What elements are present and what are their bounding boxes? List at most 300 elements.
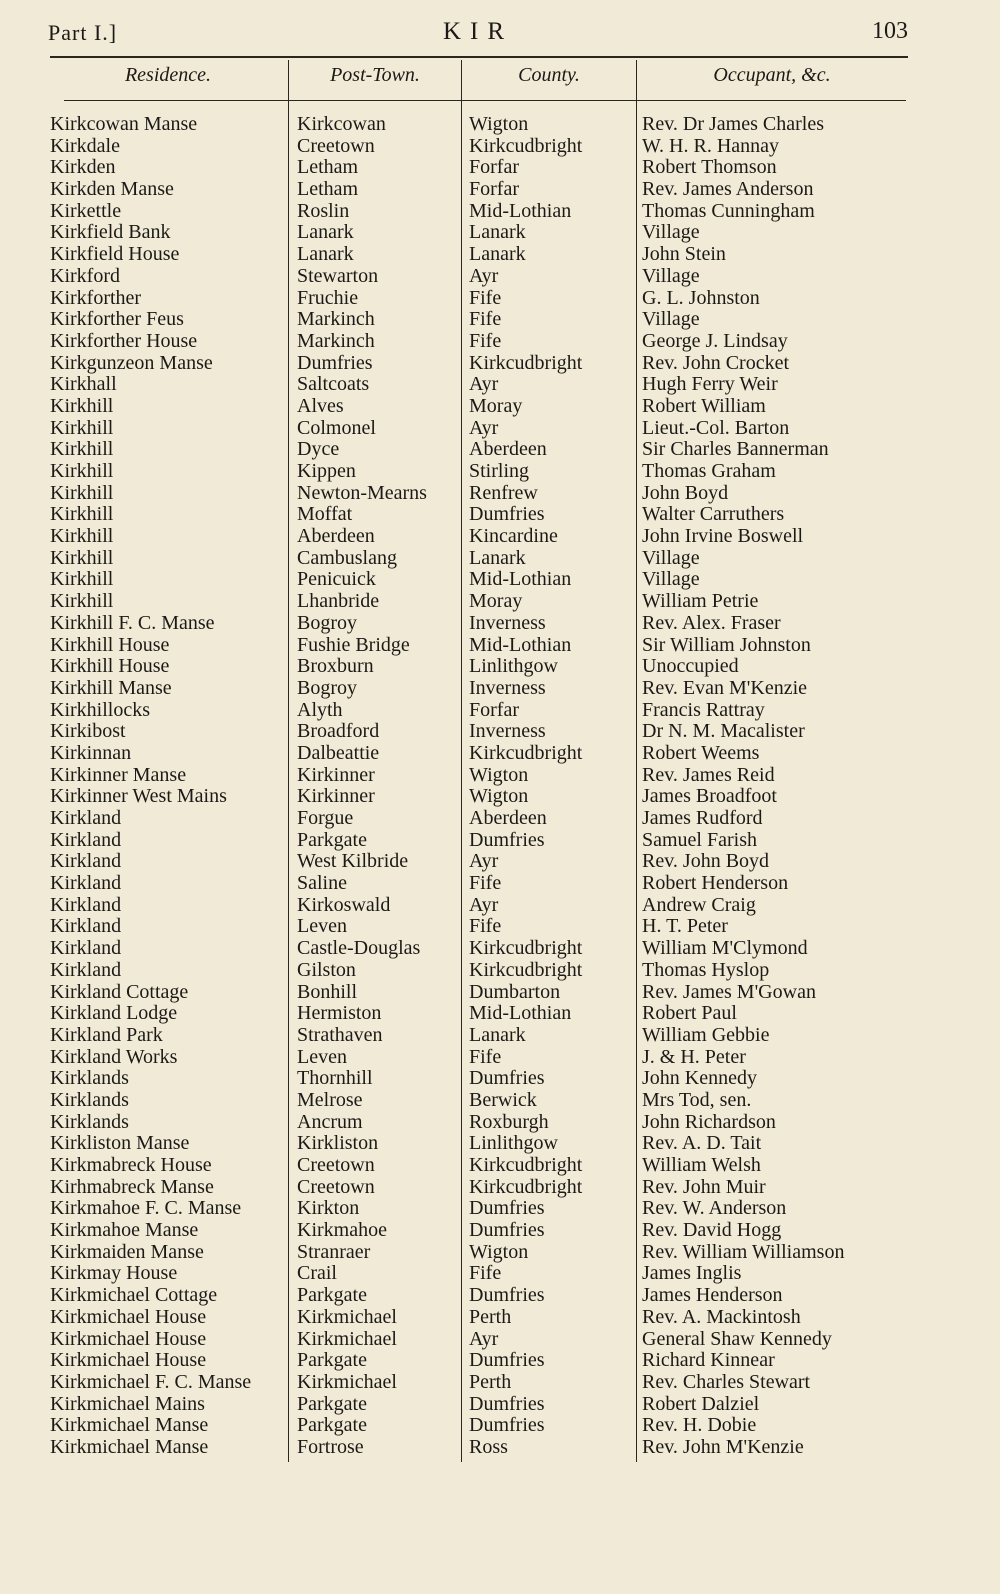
table-row (0, 114, 984, 136)
county-cell: Fife (469, 872, 502, 895)
post-town-cell: Parkgate (297, 1392, 367, 1415)
county-cell: Dumfries (469, 1197, 545, 1220)
post-town-cell: Parkgate (297, 1414, 367, 1437)
residence-cell: Kirhmabreck Manse (50, 1175, 214, 1198)
residence-cell: Kirkmichael Mains (50, 1392, 205, 1415)
occupant-cell: Village (642, 568, 700, 591)
occupant-cell: Unoccupied (642, 655, 739, 678)
occupant-cell: Sir Charles Bannerman (642, 438, 829, 461)
occupant-cell: Walter Carruthers (642, 503, 785, 526)
county-cell: Forfar (469, 178, 519, 201)
table-row (0, 1263, 984, 1285)
occupant-cell: Samuel Farish (642, 828, 757, 851)
table-row (0, 851, 984, 873)
occupant-cell: Robert Weems (642, 741, 760, 764)
table-row (0, 266, 984, 288)
county-cell: Dumfries (469, 1219, 545, 1242)
residence-cell: Kirkinnan (50, 741, 132, 764)
table-row (0, 721, 984, 743)
table-row (0, 201, 984, 223)
table-row (0, 613, 984, 635)
table-row (0, 938, 984, 960)
post-town-cell: Parkgate (297, 1349, 367, 1372)
post-town-cell: Kirkinner (297, 763, 375, 786)
residence-cell: Kirkden (50, 156, 116, 179)
table-row (0, 288, 984, 310)
county-cell: Wigton (469, 113, 529, 135)
residence-cell: Kirkdale (50, 134, 120, 157)
residence-cell: Kirkmichael House (50, 1327, 207, 1350)
county-cell: Renfrew (469, 481, 538, 504)
residence-cell: Kirkland (50, 915, 122, 938)
column-header-residence: Residence. (124, 64, 212, 86)
post-town-cell: Fruchie (297, 286, 359, 309)
residence-cell: Kirkhill (50, 438, 114, 461)
county-cell: Kincardine (469, 525, 558, 548)
county-cell: Ayr (469, 850, 499, 873)
post-town-cell: Aberdeen (297, 525, 375, 548)
occupant-cell: Rev. John Crocket (642, 351, 790, 374)
county-cell: Mid-Lothian (469, 568, 572, 591)
county-cell: Mid-Lothian (469, 1002, 572, 1025)
table-row (0, 1242, 984, 1264)
table-row (0, 222, 984, 244)
residence-cell: Kirkliston Manse (50, 1132, 190, 1155)
county-cell: Inverness (469, 720, 546, 743)
county-cell: Stirling (469, 460, 530, 482)
county-cell: Kirkcudbright (469, 134, 583, 157)
table-row (0, 960, 984, 982)
residence-cell: Kirkhill House (50, 633, 170, 656)
county-cell: Forfar (469, 156, 519, 179)
post-town-cell: Dyce (297, 438, 340, 461)
residence-cell: Kirkland (50, 872, 122, 895)
post-town-cell: Stewarton (297, 264, 379, 287)
occupant-cell: John Irvine Boswell (642, 525, 804, 548)
county-cell: Forfar (469, 698, 519, 721)
occupant-cell: William Petrie (642, 590, 759, 613)
county-cell: Wigton (469, 1240, 529, 1263)
county-cell: Inverness (469, 676, 546, 699)
occupant-cell: Lieut.-Col. Barton (642, 416, 790, 439)
county-cell: Berwick (469, 1088, 537, 1111)
occupant-cell: Francis Rattray (642, 698, 765, 721)
county-cell: Ayr (469, 893, 499, 916)
column-header-occupant: Occupant, &c. (713, 64, 831, 86)
residence-cell: Kirkland (50, 937, 122, 960)
table-row (0, 678, 984, 700)
residence-cell: Kirkfield Bank (50, 221, 171, 244)
occupant-cell: Rev. H. Dobie (642, 1414, 757, 1437)
county-cell: Fife (469, 1045, 502, 1068)
residence-cell: Kirkland Cottage (50, 980, 189, 1003)
occupant-cell: Rev. Dr James Charles (642, 113, 824, 135)
residence-cell: Kirkland Lodge (50, 1002, 178, 1025)
occupant-cell: Dr N. M. Macalister (642, 720, 805, 743)
occupant-cell: Thomas Graham (642, 460, 776, 482)
residence-cell: Kirkhill F. C. Manse (50, 611, 215, 634)
post-town-cell: Lanark (297, 221, 354, 244)
residence-cell: Kirkhill (50, 546, 114, 569)
post-town-cell: Fortrose (297, 1435, 364, 1458)
occupant-cell: William Gebbie (642, 1023, 770, 1046)
residence-cell: Kirkmichael House (50, 1349, 207, 1372)
table-row (0, 1090, 984, 1112)
post-town-cell: Colmonel (297, 416, 376, 439)
top-rule (50, 56, 908, 58)
residence-cell: Kirkmahoe Manse (50, 1219, 199, 1242)
post-town-cell: Kirkton (297, 1197, 360, 1220)
table-row (0, 461, 984, 483)
table-row (0, 504, 984, 526)
occupant-cell: Rev. W. Anderson (642, 1197, 787, 1220)
occupant-cell: John Stein (642, 243, 726, 266)
occupant-cell: Rev. David Hogg (642, 1219, 782, 1242)
occupant-cell: James Henderson (642, 1284, 783, 1307)
residence-cell: Kirkforther House (50, 329, 198, 352)
county-cell: Ayr (469, 373, 499, 396)
residence-cell: Kirkland Park (50, 1023, 163, 1046)
table-row (0, 700, 984, 722)
residence-cell: Kirkmichael Manse (50, 1435, 209, 1458)
post-town-cell: Melrose (297, 1088, 363, 1111)
county-cell: Dumfries (469, 1284, 545, 1307)
residence-cell: Kirkgunzeon Manse (50, 351, 213, 374)
table-row (0, 374, 984, 396)
occupant-cell: Village (642, 264, 700, 287)
residence-cell: Kirkhill (50, 525, 114, 548)
page-number: 103 (872, 18, 908, 44)
table-row (0, 309, 984, 331)
post-town-cell: Strathaven (297, 1023, 383, 1046)
county-cell: Ayr (469, 416, 499, 439)
occupant-cell: Thomas Hyslop (642, 958, 770, 981)
occupant-cell: James Inglis (642, 1262, 742, 1285)
table-row (0, 635, 984, 657)
residence-cell: Kirkmay House (50, 1262, 178, 1285)
residence-cell: Kirkcowan Manse (50, 113, 198, 135)
post-town-cell: Saline (297, 872, 347, 895)
residence-cell: Kirkhill House (50, 655, 170, 678)
table-row (0, 396, 984, 418)
occupant-cell: General Shaw Kennedy (642, 1327, 832, 1350)
occupant-cell: Rev. James Reid (642, 763, 775, 786)
post-town-cell: Ancrum (297, 1110, 363, 1133)
county-cell: Kirkcudbright (469, 937, 583, 960)
post-town-cell: Cambuslang (297, 546, 397, 569)
residence-cell: Kirkland Works (50, 1045, 178, 1068)
residence-cell: Kirkhillocks (50, 698, 150, 721)
post-town-cell: Stranraer (297, 1240, 371, 1263)
running-head: KIR (442, 18, 514, 45)
residence-cell: Kirkhill (50, 416, 114, 439)
county-cell: Ayr (469, 264, 499, 287)
occupant-cell: John Richardson (642, 1110, 776, 1133)
residence-cell: Kirkland (50, 958, 122, 981)
table-row (0, 1155, 984, 1177)
occupant-cell: Rev. Alex. Fraser (642, 611, 781, 634)
table-row (0, 548, 984, 570)
post-town-cell: Creetown (297, 1175, 375, 1198)
post-town-cell: Dumfries (297, 351, 373, 374)
county-cell: Roxburgh (469, 1110, 549, 1133)
county-cell: Lanark (469, 221, 526, 244)
table-row (0, 1047, 984, 1069)
occupant-cell: G. L. Johnston (642, 286, 760, 309)
table-row (0, 244, 984, 266)
post-town-cell: Creetown (297, 134, 375, 157)
county-cell: Perth (469, 1305, 512, 1328)
table-row (0, 1372, 984, 1394)
table-row (0, 1329, 984, 1351)
post-town-cell: Broxburn (297, 655, 374, 678)
table-row (0, 157, 984, 179)
county-cell: Dumfries (469, 1392, 545, 1415)
county-cell: Moray (469, 590, 523, 613)
county-cell: Moray (469, 394, 523, 417)
county-cell: Wigton (469, 785, 529, 808)
county-cell: Dumfries (469, 1349, 545, 1372)
post-town-cell: Dalbeattie (297, 741, 380, 764)
occupant-cell: John Kennedy (642, 1067, 757, 1090)
post-town-cell: Newton-Mearns (297, 481, 427, 504)
post-town-cell: Letham (297, 156, 359, 179)
occupant-cell: William Welsh (642, 1154, 761, 1176)
occupant-cell: Rev. John Muir (642, 1175, 766, 1198)
table-row (0, 1025, 984, 1047)
part-label: Part I.] (48, 20, 118, 45)
table-row (0, 418, 984, 440)
occupant-cell: William M'Clymond (642, 937, 808, 960)
post-town-cell: Kirkmichael (297, 1327, 397, 1350)
county-cell: Ayr (469, 1327, 499, 1350)
county-cell: Dumfries (469, 1067, 545, 1090)
table-row (0, 1350, 984, 1372)
county-cell: Kirkcudbright (469, 1154, 583, 1176)
table-row (0, 1198, 984, 1220)
residence-cell: Kirkland (50, 850, 122, 873)
residence-cell: Kirklands (50, 1088, 129, 1111)
post-town-cell: Markinch (297, 329, 375, 352)
directory-table (0, 114, 984, 1459)
post-town-cell: Kirkinner (297, 785, 375, 808)
residence-cell: Kirkmabreck House (50, 1154, 212, 1176)
county-cell: Lanark (469, 546, 526, 569)
occupant-cell: Rev. A. D. Tait (642, 1132, 762, 1155)
occupant-cell: Village (642, 308, 700, 331)
table-row (0, 569, 984, 591)
residence-cell: Kirklands (50, 1067, 129, 1090)
residence-cell: Kirkhall (50, 373, 117, 396)
occupant-cell: James Broadfoot (642, 785, 777, 808)
post-town-cell: Kippen (297, 460, 356, 482)
occupant-cell: Rev. James Anderson (642, 178, 814, 201)
residence-cell: Kirkmichael F. C. Manse (50, 1370, 252, 1393)
table-row (0, 830, 984, 852)
occupant-cell: Mrs Tod, sen. (642, 1088, 752, 1111)
residence-cell: Kirkforther (50, 286, 142, 309)
county-cell: Ross (469, 1435, 508, 1458)
table-row (0, 1394, 984, 1416)
post-town-cell: Kirkmichael (297, 1305, 397, 1328)
residence-cell: Kirkinner Manse (50, 763, 187, 786)
table-row (0, 656, 984, 678)
table-row (0, 1003, 984, 1025)
post-town-cell: Leven (297, 1045, 347, 1068)
occupant-cell: Robert Thomson (642, 156, 777, 179)
county-cell: Mid-Lothian (469, 633, 572, 656)
post-town-cell: Leven (297, 915, 347, 938)
residence-cell: Kirkmahoe F. C. Manse (50, 1197, 242, 1220)
post-town-cell: Markinch (297, 308, 375, 331)
county-cell: Mid-Lothian (469, 199, 572, 222)
column-header-county: County. (518, 64, 580, 86)
occupant-cell: Rev. A. Mackintosh (642, 1305, 801, 1328)
county-cell: Wigton (469, 763, 529, 786)
residence-cell: Kirkhill (50, 590, 114, 613)
county-cell: Kirkcudbright (469, 958, 583, 981)
occupant-cell: James Rudford (642, 807, 763, 829)
residence-cell: Kirkettle (50, 199, 122, 222)
county-cell: Fife (469, 286, 502, 309)
post-town-cell: Kirkmahoe (297, 1219, 387, 1242)
post-town-cell: Moffat (297, 503, 353, 526)
county-cell: Fife (469, 1262, 502, 1285)
occupant-cell: H. T. Peter (642, 915, 728, 938)
table-row (0, 743, 984, 765)
table-row (0, 765, 984, 787)
table-row (0, 808, 984, 830)
post-town-cell: Alyth (297, 698, 343, 721)
post-town-cell: Creetown (297, 1154, 375, 1176)
county-cell: Aberdeen (469, 807, 547, 829)
residence-cell: Kirkmichael Cottage (50, 1284, 218, 1307)
table-row (0, 483, 984, 505)
table-row (0, 1177, 984, 1199)
post-town-cell: Kirkcowan (297, 113, 386, 135)
occupant-cell: Rev. William Williamson (642, 1240, 845, 1263)
table-row (0, 1307, 984, 1329)
post-town-cell: Bogroy (297, 611, 357, 634)
county-cell: Lanark (469, 243, 526, 266)
occupant-cell: Village (642, 546, 700, 569)
column-header-post-town: Post-Town. (330, 64, 420, 86)
residence-cell: Kirkhill (50, 460, 114, 482)
residence-cell: Kirkhill (50, 481, 114, 504)
post-town-cell: Castle-Douglas (297, 937, 421, 960)
county-cell: Aberdeen (469, 438, 547, 461)
table-row (0, 1133, 984, 1155)
county-cell: Dumbarton (469, 980, 561, 1003)
occupant-cell: Richard Kinnear (642, 1349, 775, 1372)
county-cell: Fife (469, 915, 502, 938)
post-town-cell: Lanark (297, 243, 354, 266)
post-town-cell: Forgue (297, 807, 354, 829)
residence-cell: Kirkland (50, 893, 122, 916)
occupant-cell: Robert William (642, 394, 766, 417)
occupant-cell: Rev. Charles Stewart (642, 1370, 811, 1393)
residence-cell: Kirkibost (50, 720, 126, 743)
occupant-cell: George J. Lindsay (642, 329, 788, 352)
post-town-cell: Hermiston (297, 1002, 382, 1025)
post-town-cell: Letham (297, 178, 359, 201)
table-row (0, 1437, 984, 1459)
header-rule (64, 100, 906, 101)
residence-cell: Kirkford (50, 264, 120, 287)
table-row (0, 786, 984, 808)
residence-cell: Kirkfield House (50, 243, 180, 266)
occupant-cell: Robert Paul (642, 1002, 737, 1025)
post-town-cell: Fushie Bridge (297, 633, 410, 656)
residence-cell: Kirkinner West Mains (50, 785, 227, 808)
county-cell: Perth (469, 1370, 512, 1393)
county-cell: Linlithgow (469, 655, 558, 678)
county-cell: Inverness (469, 611, 546, 634)
county-cell: Kirkcudbright (469, 741, 583, 764)
residence-cell: Kirkhill (50, 568, 114, 591)
post-town-cell: Bogroy (297, 676, 357, 699)
residence-cell: Kirkforther Feus (50, 308, 184, 331)
post-town-cell: Crail (297, 1262, 337, 1285)
residence-cell: Kirkmichael Manse (50, 1414, 209, 1437)
occupant-cell: Rev. John Boyd (642, 850, 770, 873)
occupant-cell: Hugh Ferry Weir (642, 373, 778, 396)
county-cell: Fife (469, 308, 502, 331)
post-town-cell: Broadford (297, 720, 380, 743)
post-town-cell: Saltcoats (297, 373, 370, 396)
residence-cell: Kirkland (50, 828, 122, 851)
occupant-cell: Village (642, 221, 700, 244)
table-row (0, 439, 984, 461)
table-row (0, 1068, 984, 1090)
residence-cell: Kirkden Manse (50, 178, 174, 201)
occupant-cell: W. H. R. Hannay (642, 134, 780, 157)
county-cell: Kirkcudbright (469, 351, 583, 374)
table-row (0, 179, 984, 201)
county-cell: Kirkcudbright (469, 1175, 583, 1198)
post-town-cell: Kirkmichael (297, 1370, 397, 1393)
county-cell: Lanark (469, 1023, 526, 1046)
post-town-cell: Parkgate (297, 828, 367, 851)
occupant-cell: Robert Dalziel (642, 1392, 760, 1415)
post-town-cell: Bonhill (297, 980, 358, 1003)
occupant-cell: Sir William Johnston (642, 633, 811, 656)
occupant-cell: Rev. Evan M'Kenzie (642, 676, 808, 699)
table-row (0, 526, 984, 548)
table-row (0, 916, 984, 938)
table-row (0, 873, 984, 895)
post-town-cell: Alves (297, 394, 344, 417)
occupant-cell: Andrew Craig (642, 893, 756, 916)
table-row (0, 1112, 984, 1134)
county-cell: Dumfries (469, 503, 545, 526)
post-town-cell: Roslin (297, 199, 350, 222)
residence-cell: Kirkmaiden Manse (50, 1240, 204, 1263)
county-cell: Linlithgow (469, 1132, 558, 1155)
residence-cell: Kirkland (50, 807, 122, 829)
county-cell: Dumfries (469, 828, 545, 851)
table-row (0, 895, 984, 917)
post-town-cell: Parkgate (297, 1284, 367, 1307)
table-row (0, 1220, 984, 1242)
occupant-cell: Robert Henderson (642, 872, 789, 895)
residence-cell: Kirkhill (50, 503, 114, 526)
residence-cell: Kirkhill (50, 394, 114, 417)
post-town-cell: Kirkliston (297, 1132, 379, 1155)
county-cell: Dumfries (469, 1414, 545, 1437)
table-row (0, 331, 984, 353)
post-town-cell: Gilston (297, 958, 356, 981)
